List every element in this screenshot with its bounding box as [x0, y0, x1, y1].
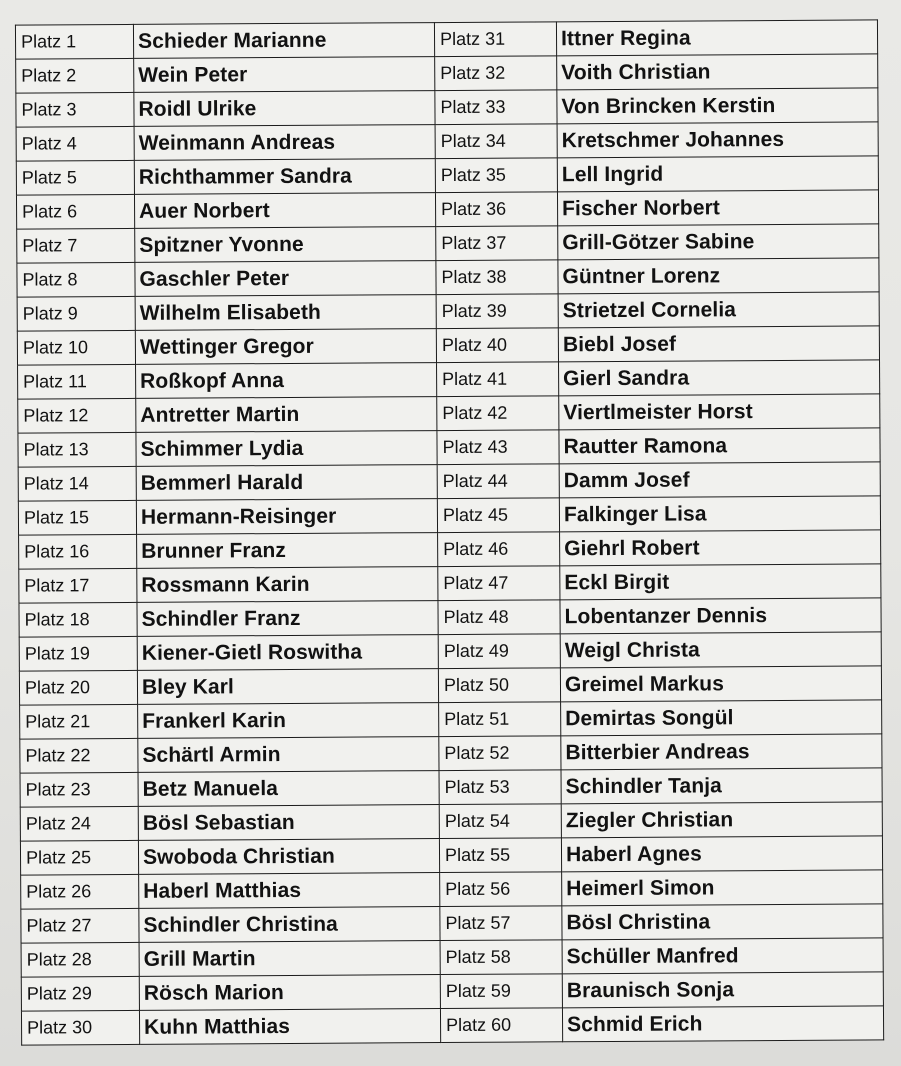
left-name-cell: Rösch Marion — [139, 975, 440, 1011]
left-name-cell: Schimmer Lydia — [136, 431, 437, 467]
left-place-cell: Platz 21 — [20, 704, 138, 739]
right-place-cell: Platz 53 — [439, 770, 561, 805]
table-row — [18, 360, 880, 399]
right-place-cell: Platz 58 — [440, 940, 562, 975]
table-row — [15, 20, 877, 59]
table-row — [21, 870, 883, 909]
left-name-cell: Wein Peter — [134, 57, 435, 93]
results-sheet — [15, 19, 883, 1039]
right-place-cell: Platz 39 — [436, 294, 558, 329]
left-place-cell: Platz 8 — [17, 262, 135, 297]
table-row — [21, 904, 883, 943]
left-name-cell: Bösl Sebastian — [138, 805, 439, 841]
left-place-cell: Platz 15 — [18, 500, 136, 535]
left-name-cell: Rossmann Karin — [137, 567, 438, 603]
left-place-cell: Platz 12 — [18, 398, 136, 433]
left-name-cell: Weinmann Andreas — [134, 125, 435, 161]
left-place-cell: Platz 14 — [18, 466, 136, 501]
left-name-cell: Bemmerl Harald — [136, 465, 437, 501]
left-name-cell: Brunner Franz — [137, 533, 438, 569]
right-place-cell: Platz 49 — [438, 634, 560, 669]
left-place-cell: Platz 28 — [21, 942, 139, 977]
table-row — [21, 1006, 883, 1045]
right-name-cell: Voith Christian — [557, 54, 878, 90]
left-place-cell: Platz 29 — [21, 976, 139, 1011]
right-name-cell: Rautter Ramona — [559, 428, 880, 464]
left-place-cell: Platz 10 — [17, 330, 135, 365]
left-place-cell: Platz 7 — [17, 228, 135, 263]
right-name-cell: Greimel Markus — [560, 666, 881, 702]
right-name-cell: Ziegler Christian — [561, 802, 882, 838]
left-place-cell: Platz 2 — [16, 58, 134, 93]
table-row — [20, 768, 882, 807]
left-place-cell: Platz 9 — [17, 296, 135, 331]
left-name-cell: Hermann-Reisinger — [136, 499, 437, 535]
left-name-cell: Roßkopf Anna — [136, 363, 437, 399]
right-name-cell: Schüller Manfred — [562, 938, 883, 974]
right-name-cell: Eckl Birgit — [560, 564, 881, 600]
right-place-cell: Platz 38 — [436, 260, 558, 295]
right-name-cell: Falkinger Lisa — [559, 496, 880, 532]
left-place-cell: Platz 19 — [19, 636, 137, 671]
left-name-cell: Richthammer Sandra — [134, 159, 435, 195]
right-name-cell: Lell Ingrid — [557, 156, 878, 192]
left-name-cell: Kuhn Matthias — [139, 1009, 440, 1045]
left-place-cell: Platz 24 — [20, 806, 138, 841]
right-place-cell: Platz 35 — [435, 158, 557, 193]
right-place-cell: Platz 59 — [440, 974, 562, 1009]
table-row — [20, 700, 882, 739]
right-name-cell: Gierl Sandra — [559, 360, 880, 396]
right-place-cell: Platz 42 — [437, 396, 559, 431]
right-place-cell: Platz 43 — [437, 430, 559, 465]
left-name-cell: Schieder Marianne — [133, 23, 434, 59]
right-place-cell: Platz 50 — [438, 668, 560, 703]
right-place-cell: Platz 41 — [437, 362, 559, 397]
left-name-cell: Grill Martin — [139, 941, 440, 977]
table-row — [18, 428, 880, 467]
right-name-cell: Fischer Norbert — [557, 190, 878, 226]
right-place-cell: Platz 48 — [438, 600, 560, 635]
left-name-cell: Frankerl Karin — [138, 703, 439, 739]
left-place-cell: Platz 4 — [16, 126, 134, 161]
right-place-cell: Platz 60 — [440, 1008, 562, 1043]
right-name-cell: Heimerl Simon — [562, 870, 883, 906]
ranking-table — [15, 19, 884, 1045]
left-place-cell: Platz 5 — [16, 160, 134, 195]
table-row — [19, 666, 881, 705]
left-name-cell: Roidl Ulrike — [134, 91, 435, 127]
left-place-cell: Platz 3 — [16, 92, 134, 127]
right-name-cell: Viertlmeister Horst — [559, 394, 880, 430]
left-place-cell: Platz 23 — [20, 772, 138, 807]
right-place-cell: Platz 52 — [439, 736, 561, 771]
right-name-cell: Kretschmer Johannes — [557, 122, 878, 158]
right-place-cell: Platz 33 — [435, 90, 557, 125]
table-row — [20, 734, 882, 773]
left-place-cell: Platz 17 — [19, 568, 137, 603]
table-row — [18, 394, 880, 433]
left-name-cell: Gaschler Peter — [135, 261, 436, 297]
left-name-cell: Spitzner Yvonne — [135, 227, 436, 263]
table-row — [20, 802, 882, 841]
table-row — [19, 564, 881, 603]
left-place-cell: Platz 1 — [15, 24, 133, 59]
right-place-cell: Platz 47 — [438, 566, 560, 601]
right-place-cell: Platz 57 — [440, 906, 562, 941]
table-row — [17, 258, 879, 297]
ranking-table-body — [15, 20, 883, 1045]
left-name-cell: Kiener-Gietl Roswitha — [137, 635, 438, 671]
right-name-cell: Schindler Tanja — [561, 768, 882, 804]
right-name-cell: Giehrl Robert — [560, 530, 881, 566]
table-row — [17, 326, 879, 365]
table-row — [17, 292, 879, 331]
table-row — [17, 224, 879, 263]
table-row — [20, 836, 882, 875]
left-place-cell: Platz 16 — [19, 534, 137, 569]
table-row — [16, 122, 878, 161]
left-place-cell: Platz 26 — [21, 874, 139, 909]
right-name-cell: Strietzel Cornelia — [558, 292, 879, 328]
table-row — [18, 462, 880, 501]
right-name-cell: Schmid Erich — [562, 1006, 883, 1042]
left-name-cell: Swoboda Christian — [138, 839, 439, 875]
right-place-cell: Platz 44 — [437, 464, 559, 499]
right-name-cell: Demirtas Songül — [561, 700, 882, 736]
right-place-cell: Platz 31 — [434, 22, 556, 57]
right-place-cell: Platz 51 — [439, 702, 561, 737]
right-place-cell: Platz 56 — [440, 872, 562, 907]
right-name-cell: Damm Josef — [559, 462, 880, 498]
right-place-cell: Platz 37 — [436, 226, 558, 261]
table-row — [16, 156, 878, 195]
left-place-cell: Platz 11 — [18, 364, 136, 399]
left-place-cell: Platz 25 — [20, 840, 138, 875]
right-name-cell: Von Brincken Kerstin — [557, 88, 878, 124]
left-place-cell: Platz 20 — [19, 670, 137, 705]
table-row — [16, 54, 878, 93]
left-place-cell: Platz 30 — [21, 1010, 139, 1045]
table-row — [16, 88, 878, 127]
right-name-cell: Ittner Regina — [556, 20, 877, 56]
left-name-cell: Antretter Martin — [136, 397, 437, 433]
right-name-cell: Weigl Christa — [560, 632, 881, 668]
right-place-cell: Platz 36 — [435, 192, 557, 227]
right-place-cell: Platz 34 — [435, 124, 557, 159]
right-name-cell: Güntner Lorenz — [558, 258, 879, 294]
right-name-cell: Biebl Josef — [558, 326, 879, 362]
table-row — [18, 496, 880, 535]
table-row — [21, 972, 883, 1011]
left-place-cell: Platz 27 — [21, 908, 139, 943]
right-place-cell: Platz 46 — [438, 532, 560, 567]
right-place-cell: Platz 55 — [439, 838, 561, 873]
right-place-cell: Platz 32 — [435, 56, 557, 91]
right-name-cell: Bitterbier Andreas — [561, 734, 882, 770]
right-place-cell: Platz 40 — [436, 328, 558, 363]
left-name-cell: Schindler Franz — [137, 601, 438, 637]
right-name-cell: Lobentanzer Dennis — [560, 598, 881, 634]
left-name-cell: Auer Norbert — [134, 193, 435, 229]
right-name-cell: Braunisch Sonja — [562, 972, 883, 1008]
right-name-cell: Grill-Götzer Sabine — [558, 224, 879, 260]
right-name-cell: Bösl Christina — [562, 904, 883, 940]
left-name-cell: Haberl Matthias — [139, 873, 440, 909]
left-name-cell: Wilhelm Elisabeth — [135, 295, 436, 331]
left-place-cell: Platz 13 — [18, 432, 136, 467]
left-name-cell: Bley Karl — [137, 669, 438, 705]
table-row — [19, 598, 881, 637]
left-name-cell: Schärtl Armin — [138, 737, 439, 773]
right-name-cell: Haberl Agnes — [561, 836, 882, 872]
left-place-cell: Platz 22 — [20, 738, 138, 773]
table-row — [19, 530, 881, 569]
right-place-cell: Platz 54 — [439, 804, 561, 839]
table-row — [21, 938, 883, 977]
left-name-cell: Schindler Christina — [139, 907, 440, 943]
right-place-cell: Platz 45 — [437, 498, 559, 533]
table-row — [19, 632, 881, 671]
left-place-cell: Platz 6 — [16, 194, 134, 229]
table-row — [16, 190, 878, 229]
left-name-cell: Wettinger Gregor — [135, 329, 436, 365]
left-place-cell: Platz 18 — [19, 602, 137, 637]
left-name-cell: Betz Manuela — [138, 771, 439, 807]
